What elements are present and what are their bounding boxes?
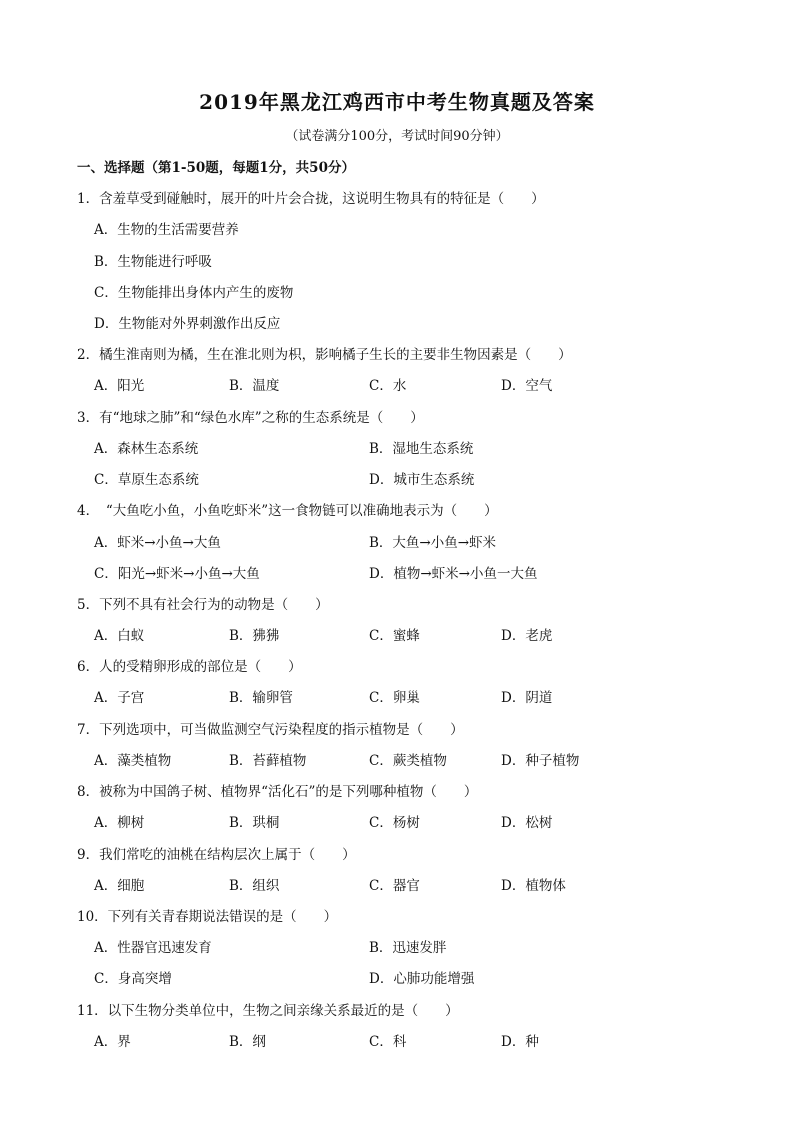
question-stem: 5．下列不具有社会行为的动物是（ ） xyxy=(77,597,329,613)
option: D．空气 xyxy=(501,378,553,394)
option: D．种子植物 xyxy=(501,753,580,769)
option: B．大鱼→小鱼→虾米 xyxy=(369,535,497,551)
option: B．迅速发胖 xyxy=(369,940,447,956)
option: A．白蚁 xyxy=(94,628,145,644)
option: A．界 xyxy=(94,1034,131,1050)
option: A．子宫 xyxy=(94,690,145,706)
option: C．卵巢 xyxy=(369,690,420,706)
option: C．生物能排出身体内产生的废物 xyxy=(94,285,294,301)
option: B．苔藓植物 xyxy=(229,753,307,769)
option: A．藻类植物 xyxy=(94,753,172,769)
option: D．老虎 xyxy=(501,628,553,644)
option: B．湿地生态系统 xyxy=(369,441,474,457)
option: C．身高突增 xyxy=(94,971,172,987)
option: D．植物→虾米→小鱼一大鱼 xyxy=(369,566,538,582)
option: D．种 xyxy=(501,1034,539,1050)
option: B．组织 xyxy=(229,878,280,894)
option: C．科 xyxy=(369,1034,407,1050)
option: B．狒狒 xyxy=(229,628,280,644)
question-stem: 3．有“地球之肺”和“绿色水库”之称的生态系统是（ ） xyxy=(77,410,424,426)
exam-info: （试卷满分100分，考试时间90分钟） xyxy=(285,129,509,144)
question-stem: 7．下列选项中，可当做监测空气污染程度的指示植物是（ ） xyxy=(77,722,464,738)
option: C．蕨类植物 xyxy=(369,753,447,769)
option: B．珙桐 xyxy=(229,815,280,831)
question-stem: 6．人的受精卵形成的部位是（ ） xyxy=(77,659,302,675)
option: B．温度 xyxy=(229,378,280,394)
option: B．输卵管 xyxy=(229,690,293,706)
option: B．生物能进行呼吸 xyxy=(94,254,212,270)
option: C．蜜蜂 xyxy=(369,628,420,644)
option: A．性器官迅速发育 xyxy=(94,940,212,956)
page-title: 2019年黑龙江鸡西市中考生物真题及答案 xyxy=(199,90,595,114)
option: C．阳光→虾米→小鱼→大鱼 xyxy=(94,566,260,582)
question-stem: 11．以下生物分类单位中，生物之间亲缘关系最近的是（ ） xyxy=(77,1003,459,1019)
option: D．植物体 xyxy=(501,878,566,894)
question-stem: 2．橘生淮南则为橘，生在淮北则为枳，影响橘子生长的主要非生物因素是（ ） xyxy=(77,347,572,363)
question-stem: 9．我们常吃的油桃在结构层次上属于（ ） xyxy=(77,847,356,863)
option: D．心肺功能增强 xyxy=(369,971,475,987)
option: D．城市生态系统 xyxy=(369,472,475,488)
question-stem: 1．含羞草受到碰触时，展开的叶片会合拢，这说明生物具有的特征是（ ） xyxy=(77,191,545,207)
option: C．器官 xyxy=(369,878,420,894)
option: A．细胞 xyxy=(94,878,145,894)
question-stem: 4． “大鱼吃小鱼，小鱼吃虾米”这一食物链可以准确地表示为（ ） xyxy=(77,503,498,519)
option: D．阴道 xyxy=(501,690,553,706)
option: B．纲 xyxy=(229,1034,266,1050)
option: A．生物的生活需要营养 xyxy=(94,222,239,238)
section-heading: 一、选择题（第1-50题，每题1分，共50分） xyxy=(77,160,355,176)
option: A．虾米→小鱼→大鱼 xyxy=(94,535,221,551)
question-stem: 10．下列有关青春期说法错误的是（ ） xyxy=(77,909,338,925)
option: A．阳光 xyxy=(94,378,145,394)
option: C．水 xyxy=(369,378,407,394)
option: A．柳树 xyxy=(94,815,145,831)
option: D．松树 xyxy=(501,815,553,831)
option: D．生物能对外界刺激作出反应 xyxy=(94,316,281,332)
question-stem: 8．被称为中国鸽子树、植物界“活化石”的是下列哪种植物（ ） xyxy=(77,784,478,800)
option: C．草原生态系统 xyxy=(94,472,199,488)
option: A．森林生态系统 xyxy=(94,441,199,457)
option: C．杨树 xyxy=(369,815,420,831)
